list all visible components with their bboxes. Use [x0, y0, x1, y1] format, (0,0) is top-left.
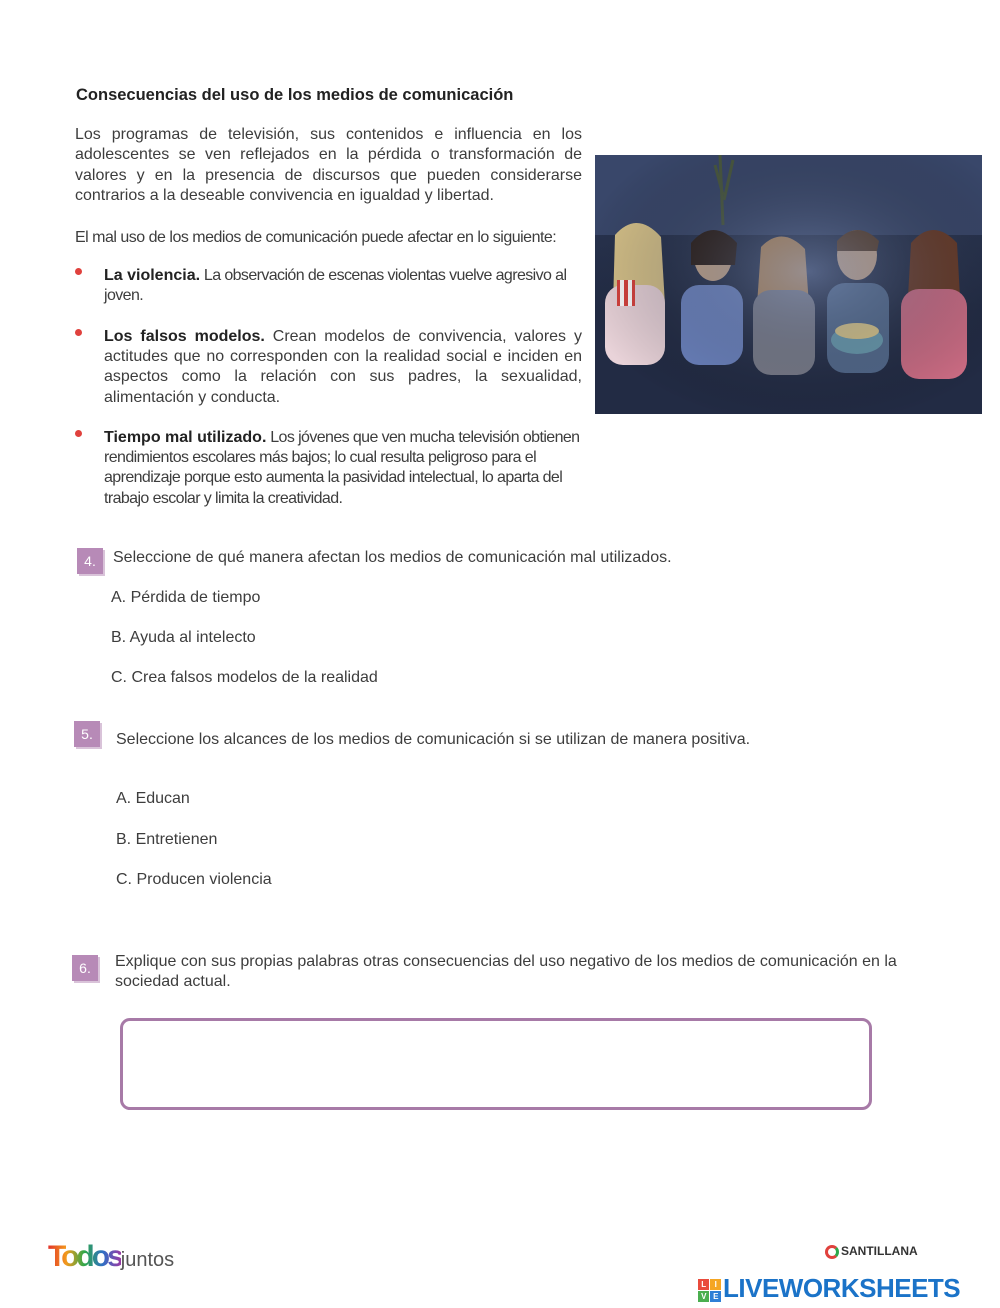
badge-letter: I — [710, 1279, 721, 1290]
bullet-term: La violencia. — [104, 267, 201, 284]
intro-paragraph: Los programas de televisión, sus contenidos e influencia en los adolescentes se ven reflejados en la pérdida o transformación de valores y en la presencia de discursos que pueden considerarse contrarios a la deseable convivencia en igualdad y libertad. — [75, 126, 582, 204]
question-5-option-c[interactable]: C. Producen violencia — [116, 871, 272, 888]
santillana-logo — [825, 1244, 918, 1259]
question-number-badge: 6. — [72, 955, 98, 981]
live-badge-icon — [698, 1279, 721, 1302]
question-6-answer-field[interactable] — [120, 1018, 872, 1110]
bullet-text: La observación de escenas violentas vuelve agresivo al joven. — [104, 267, 567, 305]
bullet-term: Tiempo mal utilizado. — [104, 429, 267, 446]
teens-watching-tv-photo — [595, 155, 982, 414]
question-5-option-a[interactable]: A. Educan — [116, 790, 190, 807]
question-4-text: Seleccione de qué manera afectan los medios de comunicación mal utilizados. — [113, 549, 672, 566]
question-number-badge: 4. — [77, 548, 103, 574]
question-number-badge: 5. — [74, 721, 100, 747]
question-5-option-b[interactable]: B. Entretienen — [116, 831, 218, 848]
santillana-swirl-icon — [825, 1245, 839, 1259]
todos-logo-text: Todos — [48, 1240, 121, 1273]
badge-letter: E — [710, 1291, 721, 1302]
section-heading: Consecuencias del uso de los medios de comunicación — [76, 86, 514, 104]
bullet-term: Los falsos modelos. — [104, 328, 265, 345]
list-intro-paragraph: El mal uso de los medios de comunicación puede afectar en lo siguiente: — [75, 229, 557, 246]
question-4-option-c[interactable]: C. Crea falsos modelos de la realidad — [111, 669, 378, 686]
question-4-option-b[interactable]: B. Ayuda al intelecto — [111, 629, 256, 646]
juntos-logo-text: juntos — [120, 1249, 175, 1271]
publisher-name: SANTILLANA — [841, 1244, 918, 1258]
badge-letter: L — [698, 1279, 709, 1290]
bullet-dot-icon — [75, 268, 82, 275]
bullet-dot-icon — [75, 430, 82, 437]
liveworksheets-logo — [698, 1273, 960, 1304]
todos-juntos-logo — [48, 1240, 174, 1274]
bullet-dot-icon — [75, 329, 82, 336]
question-4-option-a[interactable]: A. Pérdida de tiempo — [111, 589, 261, 606]
bullet-text: Crean modelos de convivencia, valores y actitudes que no corresponden con la realidad social e inciden en aspectos como la relación con sus padres, la sexualidad, alimentación y conducta. — [104, 328, 582, 406]
question-6-text: Explique con sus propias palabras otras consecuencias del uso negativo de los medios de comunicación en la sociedad actual. — [115, 953, 897, 990]
badge-letter: V — [698, 1291, 709, 1302]
liveworksheets-text: LIVEWORKSHEETS — [723, 1273, 961, 1303]
question-5-text: Seleccione los alcances de los medios de comunicación si se utilizan de manera positiva. — [116, 731, 751, 748]
bullet-text: Los jóvenes que ven mucha televisión obtienen rendimientos escolares más bajos; lo cual resulta peligroso para el aprendizaje porque esto aumenta la pasividad intelectual, lo aparta del trabajo escolar y limita la creatividad. — [104, 429, 580, 507]
